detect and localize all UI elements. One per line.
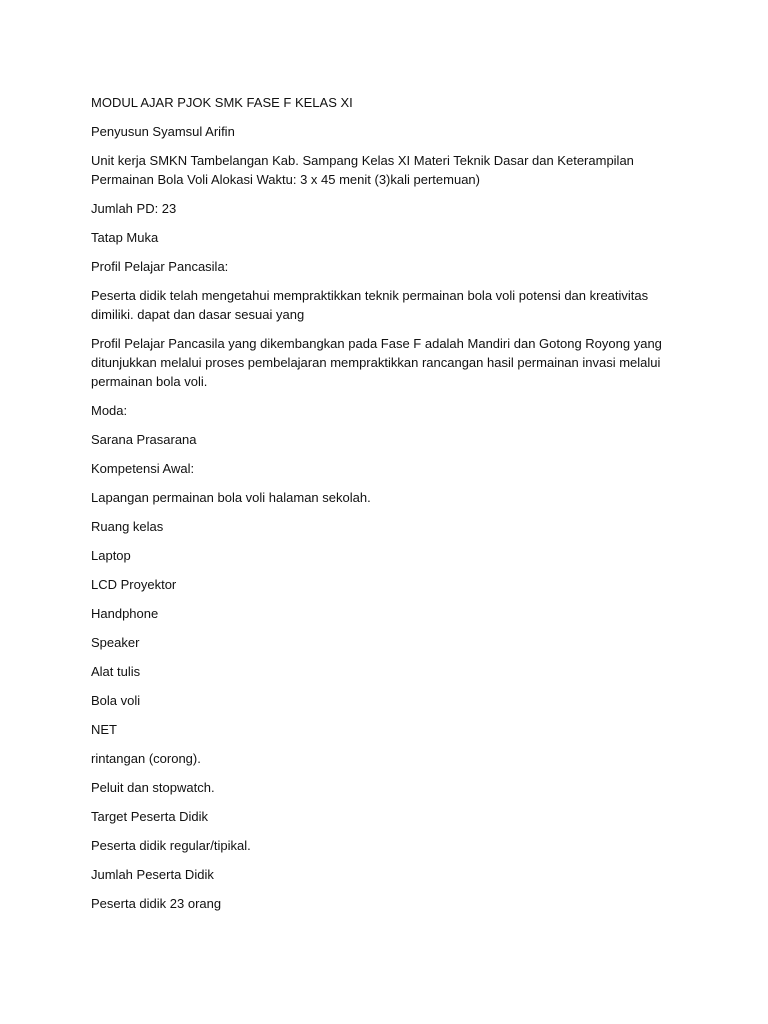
list-item: Handphone — [91, 606, 159, 621]
paragraph-unit-kerja: Unit kerja SMKN Tambelangan Kab. Sampang Kelas XI Materi Teknik Dasar dan Keterampilan Permainan Bola Voli Alokasi Waktu: 3 x 45 menit (3)kali pertemuan) — [91, 153, 634, 187]
paragraph-jumlah-value: Peserta didik 23 orang — [91, 896, 222, 911]
list-item: Bola voli — [91, 693, 141, 708]
paragraph-moda: Moda: — [91, 403, 128, 418]
paragraph-jumlah-pd: Jumlah PD: 23 — [91, 201, 177, 216]
list-item: Alat tulis — [91, 664, 141, 679]
paragraph-jumlah-heading: Jumlah Peserta Didik — [91, 867, 214, 882]
paragraph-profil-desc: Profil Pelajar Pancasila yang dikembangkan pada Fase F adalah Mandiri dan Gotong Royong yang ditunjukkan melalui proses pembelajaran mempraktikkan rancangan hasil permainan invasi melalui permainan bola voli. — [91, 336, 662, 389]
paragraph-target-value: Peserta didik regular/tipikal. — [91, 838, 251, 853]
paragraph-profil-heading: Profil Pelajar Pancasila: — [91, 259, 229, 274]
list-item: Ruang kelas — [91, 519, 164, 534]
paragraph-kompetensi-awal: Kompetensi Awal: — [91, 461, 195, 476]
list-item: Laptop — [91, 548, 131, 563]
paragraph-sarana: Sarana Prasarana — [91, 432, 197, 447]
list-item: LCD Proyektor — [91, 577, 177, 592]
list-item: Lapangan permainan bola voli halaman sekolah. — [91, 490, 371, 505]
paragraph-target-heading: Target Peserta Didik — [91, 809, 209, 824]
list-item: rintangan (corong). — [91, 751, 201, 766]
paragraph-penyusun: Penyusun Syamsul Arifin — [91, 124, 235, 139]
list-item: Speaker — [91, 635, 140, 650]
list-item: NET — [91, 722, 117, 737]
list-item: Peluit dan stopwatch. — [91, 780, 215, 795]
paragraph-kompetensi-desc: Peserta didik telah mengetahui mempraktikkan teknik permainan bola voli potensi dan kreativitas dimiliki. dapat dan dasar sesuai yang — [91, 288, 649, 322]
paragraph-tatap-muka: Tatap Muka — [91, 230, 159, 245]
document-title: MODUL AJAR PJOK SMK FASE F KELAS XI — [91, 95, 353, 110]
